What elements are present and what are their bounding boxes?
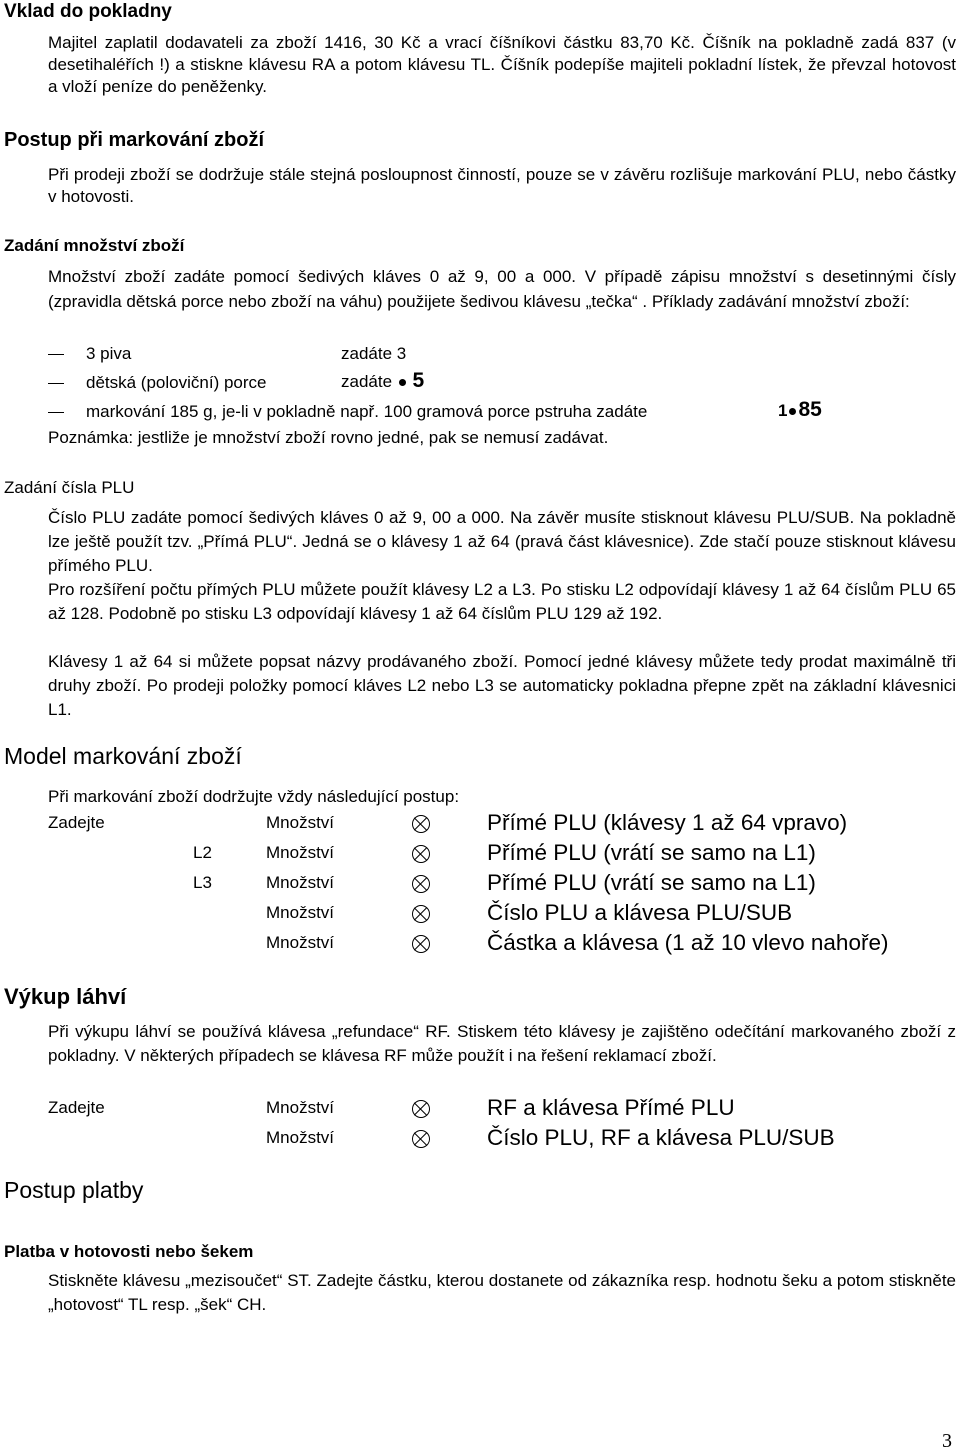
model-row-action: Číslo PLU a klávesa PLU/SUB xyxy=(487,900,793,925)
example-2-digit: 5 xyxy=(412,369,425,392)
model-row-layer: L2 xyxy=(193,843,212,862)
model-row-action: Částka a klávesa (1 až 10 vlevo nahoře) xyxy=(487,930,889,955)
model-row-action: Přímé PLU (vrátí se samo na L1) xyxy=(487,870,816,895)
example-3-value-b: 85 xyxy=(798,398,822,421)
example-3-value xyxy=(778,399,822,422)
times-circle-icon xyxy=(412,931,430,955)
section-heading-postup: Postup při markování zboží xyxy=(4,129,265,151)
model-row-qty: Množství xyxy=(266,843,335,862)
vykup-row-qty: Množství xyxy=(266,1098,335,1117)
platba-text: Stiskněte klávesu „mezisoučet“ ST. Zadejte částku, kterou dostanete od zákazníka resp. hodnotu šeku a potom stiskněte „hotovost“ TL resp. „šek“ CH. xyxy=(48,1271,956,1314)
vykup-row-action: Číslo PLU, RF a klávesa PLU/SUB xyxy=(487,1125,835,1150)
model-row-layer: L3 xyxy=(193,873,212,892)
decimal-dot-icon xyxy=(399,379,406,386)
mnozstvi-note: Poznámka: jestliže je množství zboží rovno jedné, pak se nemusí zadávat. xyxy=(48,428,609,447)
model-row-qty: Množství xyxy=(266,903,335,922)
times-circle-icon xyxy=(412,1096,430,1120)
model-row-action: Přímé PLU (klávesy 1 až 64 vpravo) xyxy=(487,810,848,835)
postup-text: Při prodeji zboží se dodržuje stále stejná posloupnost činností, pouze se v závěru rozlišuje markování PLU, nebo částky v hotovosti. xyxy=(48,165,956,206)
times-circle-icon xyxy=(412,811,430,835)
model-row-3 xyxy=(0,871,960,897)
vklad-text: Majitel zaplatil dodavateli za zboží 1416, 30 Kč a vrací číšníkovi částku 83,70 Kč. Číšník na pokladně zadá 837 (v desetihaléřích !) a stiskne klávesu RA a potom klávesu TL. Číšník podepíše majiteli pokladní lístek, že převzal hotovost a vloží peníze do peněženky. xyxy=(48,33,956,96)
decimal-dot-icon xyxy=(789,408,796,415)
vykup-row-action: RF a klávesa Přímé PLU xyxy=(487,1095,735,1120)
model-intro: Při markování zboží dodržujte vždy následující postup: xyxy=(48,787,460,806)
mnozstvi-text: Množství zboží zadáte pomocí šedivých kláves 0 až 9, 00 a 000. V případě zápisu množství s desetinnými čísly (zpravidla dětská porce nebo zboží na váhu) použijete šedivou klávesu „tečka“ . Příklady zadávání množství zboží: xyxy=(48,267,956,311)
vykup-row-step: Zadejte xyxy=(48,1098,105,1117)
model-row-1 xyxy=(0,811,960,837)
model-row-2 xyxy=(0,841,960,867)
model-row-qty: Množství xyxy=(266,873,335,892)
example-3-label: markování 185 g, je-li v pokladně např. 100 gramová porce pstruha zadáte xyxy=(86,402,648,421)
plu-paragraph-1: Číslo PLU zadáte pomocí šedivých kláves 0 až 9, 00 a 000. Na závěr musíte stisknout klávesu PLU/SUB. Na pokladně lze ještě použít tzv. „Přímá PLU“. Jedná se o klávesy 1 až 64 (pravá část klávesnice). Zde stačí pouze stisknout klávesu přímého PLU. xyxy=(48,508,956,575)
section-heading-model: Model markování zboží xyxy=(4,743,242,769)
bullet-dash xyxy=(48,354,64,355)
section-heading-plu xyxy=(4,476,960,500)
bullet-dash xyxy=(48,412,64,413)
example-2-value xyxy=(341,370,424,393)
times-circle-icon xyxy=(412,901,430,925)
plu-heading-text: Zadání čísla PLU xyxy=(4,478,135,497)
times-circle-icon xyxy=(412,871,430,895)
model-row-step: Zadejte xyxy=(48,813,105,832)
vykup-row-qty: Množství xyxy=(266,1128,335,1147)
times-circle-icon xyxy=(412,841,430,865)
section-heading-platba: Postup platby xyxy=(4,1177,144,1203)
times-circle-icon xyxy=(412,1126,430,1150)
plu-paragraph-2: Pro rozšíření počtu přímých PLU můžete použít klávesy L2 a L3. Po stisku L2 odpovídají klávesy 1 až 64 číslům PLU 65 až 128. Podobně po stisku L3 odpovídají klávesy 1 až 64 číslům PLU 129 až 192. xyxy=(48,580,956,623)
model-row-4 xyxy=(0,901,960,927)
example-1-label: 3 piva xyxy=(86,344,132,363)
model-row-action: Přímé PLU (vrátí se samo na L1) xyxy=(487,840,816,865)
subheading-hotovost: Platba v hotovosti nebo šekem xyxy=(4,1242,254,1261)
section-heading-vklad: Vklad do pokladny xyxy=(4,1,172,22)
example-1-value: zadáte 3 xyxy=(341,344,407,363)
page-number: 3 xyxy=(942,1430,952,1452)
section-heading-vykup: Výkup láhví xyxy=(4,984,127,1009)
model-row-qty: Množství xyxy=(266,933,335,952)
example-2-prefix: zadáte xyxy=(341,372,393,391)
model-row-5 xyxy=(0,931,960,957)
plu-paragraph-3: Klávesy 1 až 64 si můžete popsat názvy prodávaného zboží. Pomocí jedné klávesy můžete tedy prodat maximálně tři druhy zboží. Po prodeji položky pomocí kláves L2 nebo L3 se automaticky pokladna přepne zpět na základní klávesnici L1. xyxy=(48,652,956,719)
vykup-row-1 xyxy=(0,1096,960,1122)
vykup-row-2 xyxy=(0,1126,960,1152)
section-heading-mnozstvi: Zadání množství zboží xyxy=(4,236,185,255)
bullet-dash xyxy=(48,383,64,384)
model-row-qty: Množství xyxy=(266,813,335,832)
example-3-value-a: 1 xyxy=(778,401,788,420)
vykup-text: Při výkupu láhví se používá klávesa „refundace“ RF. Stiskem této klávesy je zajištěno odečítání markovaného zboží z pokladny. V některých případech se klávesa RF může použít i na řešení reklamací zboží. xyxy=(48,1022,956,1065)
example-2-label: dětská (poloviční) porce xyxy=(86,373,267,392)
